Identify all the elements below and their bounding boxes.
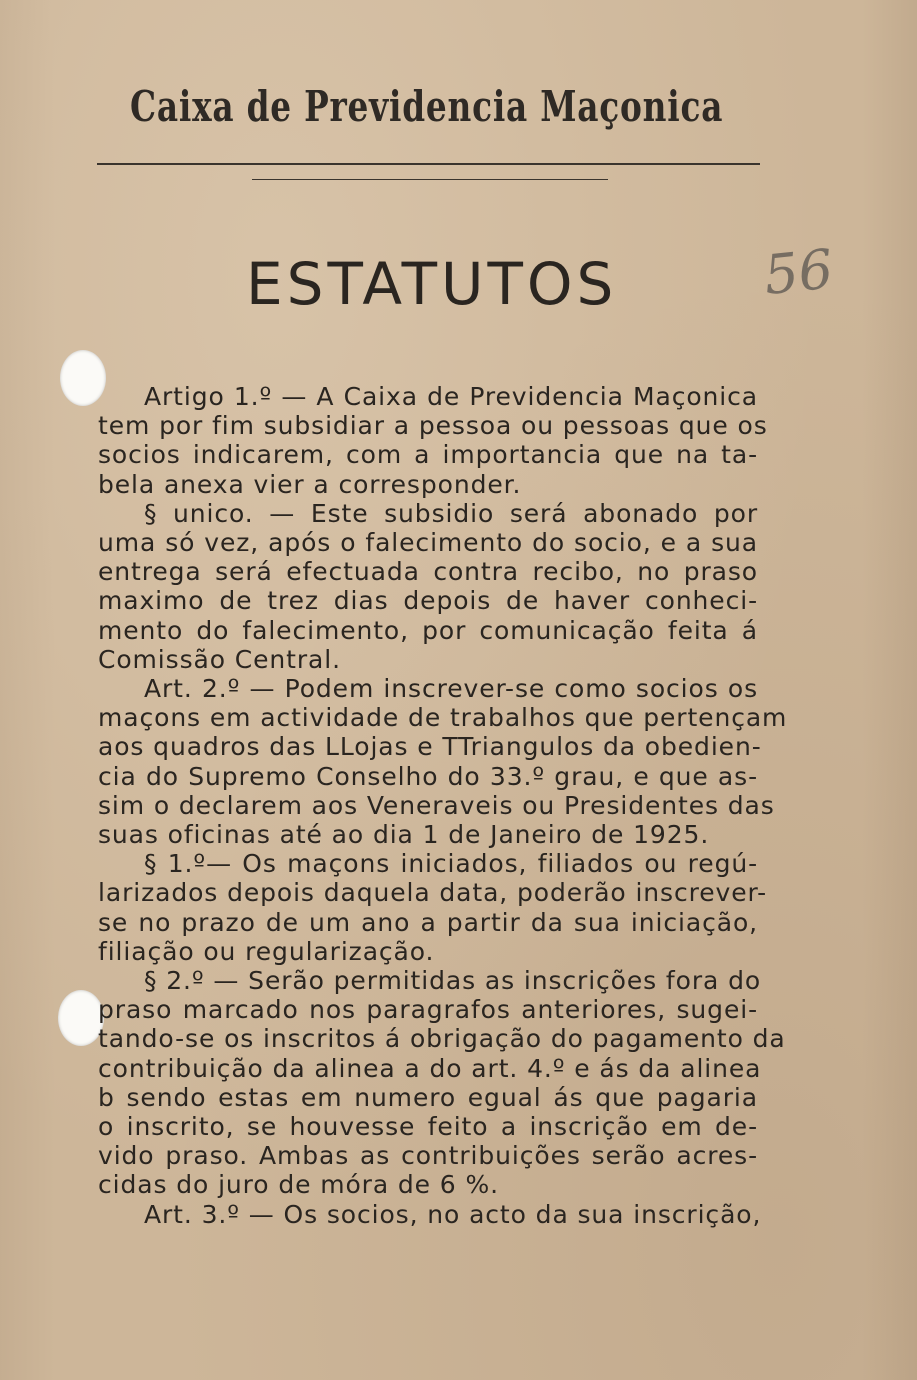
text-line: suas oficinas até ao dia 1 de Janeiro de 1925.: [98, 820, 710, 850]
text-line: Artigo 1.º — A Caixa de Previdencia Maçonica: [144, 382, 758, 411]
header-rule-long: [97, 163, 760, 165]
header-title: Caixa de Previdencia Maçonica: [130, 82, 724, 131]
text-line: tando-se os inscritos á obrigação do pagamento da: [98, 1024, 786, 1054]
text-line: maximo de trez dias depois de haver conheci-: [98, 586, 758, 616]
text-line: se no prazo de um ano a partir da sua iniciação,: [98, 907, 758, 937]
text-line: entrega será efectuada contra recibo, no praso: [98, 557, 758, 587]
text-line: § unico. — Este subsidio será abonado por: [144, 498, 758, 528]
text-line: larizados depois daquela data, poderão inscrever-: [98, 878, 768, 908]
text-line: Comissão Central.: [98, 644, 341, 674]
text-line: Art. 2.º — Podem inscrever-se como socios os: [144, 674, 758, 704]
statute-body-text: [98, 382, 788, 1229]
text-line: § 1.º— Os maçons iniciados, filiados ou regú-: [144, 849, 758, 879]
text-line: b sendo estas em numero egual ás que pagaria: [98, 1082, 758, 1112]
text-line: Art. 3.º — Os socios, no acto da sua inscrição,: [144, 1199, 762, 1229]
section-title: ESTATUTOS: [246, 250, 618, 318]
text-line: contribuição da alinea a do art. 4.º e ás da alinea: [98, 1053, 762, 1083]
handwritten-note: 56: [761, 237, 836, 308]
text-line: bela anexa vier a corresponder.: [98, 469, 522, 499]
text-line: o inscrito, se houvesse feito a inscrição em de-: [98, 1112, 758, 1142]
text-line: cia do Supremo Conselho do 33.º grau, e que as-: [98, 761, 758, 791]
text-line: aos quadros das LLojas e TTriangulos da obedien-: [98, 732, 762, 762]
text-line: cidas do juro de móra de 6 %.: [98, 1170, 499, 1200]
text-line: sim o declarem aos Veneraveis ou Presidentes das: [98, 790, 775, 820]
text-line: praso marcado nos paragrafos anteriores, sugei-: [98, 995, 758, 1025]
header-rule-short: [252, 179, 608, 180]
text-line: filiação ou regularização.: [98, 936, 435, 966]
text-line: § 2.º — Serão permitidas as inscrições fora do: [144, 966, 762, 996]
text-line: mento do falecimento, por comunicação feita á: [98, 615, 758, 645]
text-line: tem por fim subsidiar a pessoa ou pessoas que os: [98, 411, 768, 441]
text-line: maçons em actividade de trabalhos que pertençam: [98, 703, 788, 733]
text-line: uma só vez, após o falecimento do socio, e a sua: [98, 528, 758, 558]
text-line: vido praso. Ambas as contribuições serão acres-: [98, 1141, 758, 1171]
text-line: socios indicarem, com a importancia que na ta-: [98, 440, 758, 470]
